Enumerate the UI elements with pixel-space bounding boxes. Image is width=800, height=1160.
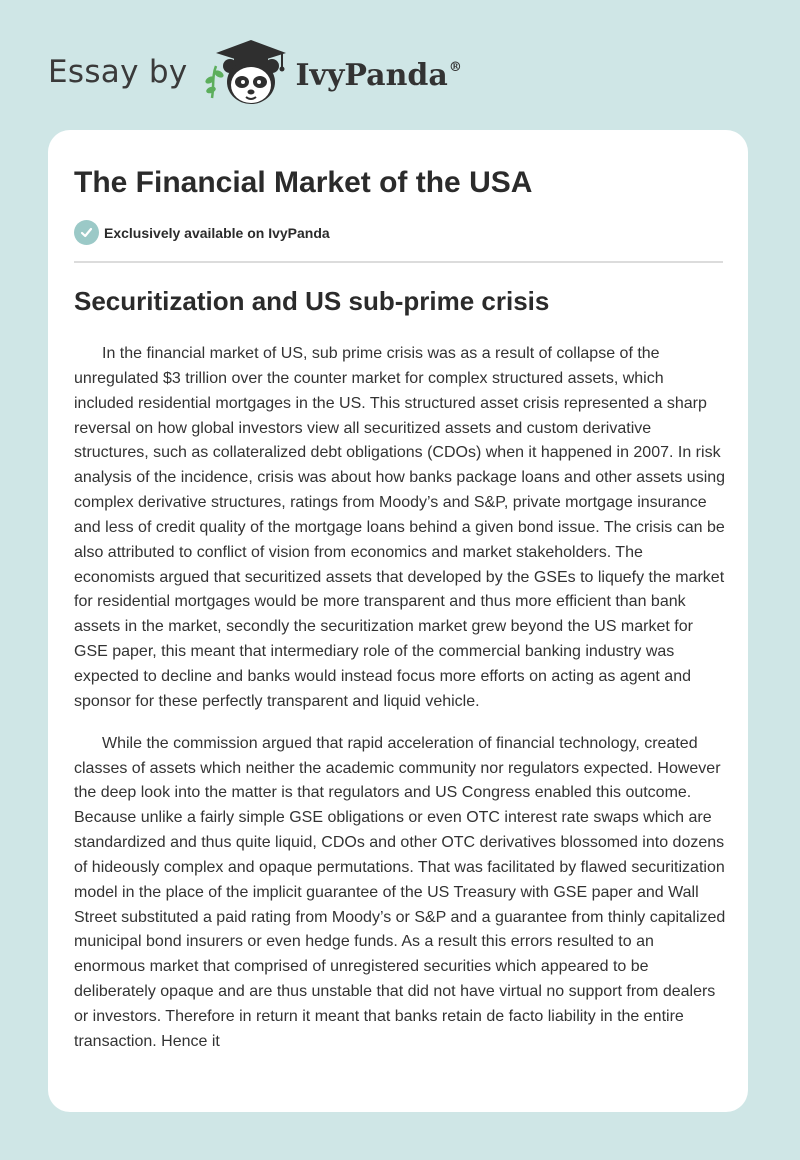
article-card	[48, 130, 748, 1112]
badge-text: Exclusively available on IvyPanda	[104, 224, 330, 241]
divider	[74, 261, 723, 263]
brand-text: IvyPanda	[295, 57, 448, 93]
registered-mark: ®	[448, 59, 462, 75]
brand-name	[296, 58, 462, 93]
exclusive-badge	[74, 220, 330, 245]
site-header	[48, 36, 462, 108]
article-body	[74, 342, 726, 1072]
paragraph: While the commission argued that rapid acceleration of financial technology, created classes of assets which neither the academic community nor regulators expected. However the deep look into the matter is that regulators and US Congress enabled this outcome. Because unlike a fairly simple GSE obligations or even OTC interest rate swaps which are standardized and thus quite liquid, CDOs and other OTC derivatives blossomed into dozens of hideously complex and opaque permutations. That was facilitated by flawed securitization model in the place of the implicit guarantee of the US Treasury with GSE paper and Wall Street substituted a paid rating from Moody’s or S&P and a guarantee from thinly capitalized municipal bond insurers or even hedge funds. As a result this errors resulted to an enormous market that comprised of unregistered securities which appeared to be deliberately opaque and are thus unstable that did not have virtual no support from dealers or investors. Therefore in return it meant that banks retain de facto liability in the entire transaction. Hence it	[74, 734, 726, 1050]
page-title: The Financial Market of the USA	[74, 166, 533, 199]
panda-logo-icon	[202, 36, 294, 108]
check-badge-icon	[74, 220, 99, 245]
essay-by-label: Essay by	[48, 54, 188, 90]
paragraph: In the financial market of US, sub prime crisis was as a result of collapse of the unregulated $3 trillion over the counter market for complex structured assets, which included residential mortgages in the US. This structured asset crisis represented a sharp reversal on how global investors view all securitized assets and custom derivative structures, such as collateralized debt obligations (CDOs) when it happened in 2007. In risk analysis of the incidence, crisis was about how banks package loans and other assets using complex derivative structures, ratings from Moody’s and S&P, private mortgage insurance and less of credit quality of the mortgage loans behind a given bond issue. The crisis can be also attributed to conflict of vision from economics and market stakeholders. The economists argued that securitized assets that developed by the GSEs to liquefy the market for residential mortgages would be more transparent and thus more efficient than bank assets in the market, secondly the securitization market grew beyond the US market for GSE paper, this meant that intermediary role of the commercial banking industry was expected to decline and banks would instead focus more efforts on acting as agent and sponsor for these perfectly transparent and liquid vehicle.	[74, 345, 726, 710]
section-heading: Securitization and US sub-prime crisis	[74, 286, 550, 316]
